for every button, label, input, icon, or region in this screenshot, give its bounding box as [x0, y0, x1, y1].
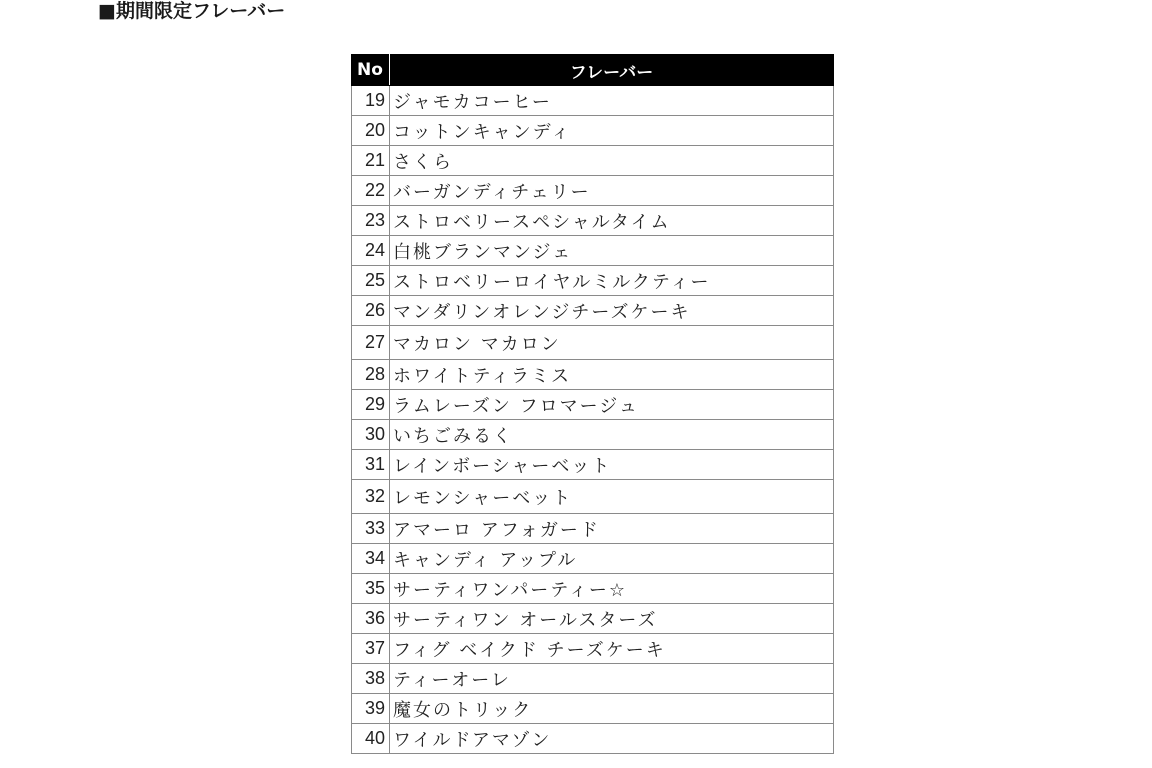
table-row: [352, 326, 834, 360]
flavor-name: ワイルドアマゾン: [390, 724, 834, 754]
flavor-name: ラムレーズン フロマージュ: [390, 390, 834, 420]
flavor-name: フィグ ベイクド チーズケーキ: [390, 634, 834, 664]
table-row: [352, 574, 834, 604]
flavor-table: [351, 54, 834, 754]
row-number: 25: [352, 266, 390, 296]
row-number: 26: [352, 296, 390, 326]
row-number: 39: [352, 694, 390, 724]
flavor-name: いちごみるく: [390, 420, 834, 450]
table-body: [352, 86, 834, 754]
table-row: [352, 206, 834, 236]
table-row: [352, 390, 834, 420]
flavor-name: バーガンディチェリー: [390, 176, 834, 206]
flavor-name: ストロベリーロイヤルミルクティー: [390, 266, 834, 296]
table-row: [352, 480, 834, 514]
section-title: ■期間限定フレーバー: [98, 0, 286, 22]
column-header-no: No: [352, 55, 390, 86]
row-number: 23: [352, 206, 390, 236]
flavor-name: マカロン マカロン: [390, 326, 834, 360]
flavor-name: ジャモカコーヒー: [390, 86, 834, 116]
row-number: 32: [352, 480, 390, 514]
row-number: 30: [352, 420, 390, 450]
table-row: [352, 724, 834, 754]
row-number: 20: [352, 116, 390, 146]
table-row: [352, 176, 834, 206]
table-row: [352, 420, 834, 450]
column-header-flavor: フレーバー: [390, 55, 834, 86]
row-number: 36: [352, 604, 390, 634]
table-row: [352, 86, 834, 116]
row-number: 31: [352, 450, 390, 480]
row-number: 40: [352, 724, 390, 754]
row-number: 27: [352, 326, 390, 360]
table-row: [352, 514, 834, 544]
flavor-name: さくら: [390, 146, 834, 176]
row-number: 34: [352, 544, 390, 574]
row-number: 19: [352, 86, 390, 116]
flavor-name: マンダリンオレンジチーズケーキ: [390, 296, 834, 326]
row-number: 29: [352, 390, 390, 420]
table-header-row: [352, 55, 834, 86]
table-row: [352, 296, 834, 326]
table-row: [352, 544, 834, 574]
flavor-name: ティーオーレ: [390, 664, 834, 694]
table-row: [352, 116, 834, 146]
flavor-name: サーティワン オールスターズ: [390, 604, 834, 634]
flavor-name: 白桃ブランマンジェ: [390, 236, 834, 266]
table-row: [352, 604, 834, 634]
table-row: [352, 146, 834, 176]
row-number: 33: [352, 514, 390, 544]
table-row: [352, 634, 834, 664]
row-number: 24: [352, 236, 390, 266]
flavor-name: サーティワンパーティー☆: [390, 574, 834, 604]
row-number: 21: [352, 146, 390, 176]
flavor-name: ホワイトティラミス: [390, 360, 834, 390]
table-row: [352, 694, 834, 724]
row-number: 22: [352, 176, 390, 206]
flavor-name: レインボーシャーベット: [390, 450, 834, 480]
table-row: [352, 664, 834, 694]
row-number: 35: [352, 574, 390, 604]
flavor-name: 魔女のトリック: [390, 694, 834, 724]
flavor-name: アマーロ アフォガード: [390, 514, 834, 544]
row-number: 38: [352, 664, 390, 694]
table-row: [352, 266, 834, 296]
table-row: [352, 450, 834, 480]
table-row: [352, 360, 834, 390]
row-number: 37: [352, 634, 390, 664]
flavor-name: レモンシャーベット: [390, 480, 834, 514]
flavor-name: キャンディ アップル: [390, 544, 834, 574]
flavor-name: ストロベリースペシャルタイム: [390, 206, 834, 236]
row-number: 28: [352, 360, 390, 390]
flavor-name: コットンキャンディ: [390, 116, 834, 146]
table-row: [352, 236, 834, 266]
